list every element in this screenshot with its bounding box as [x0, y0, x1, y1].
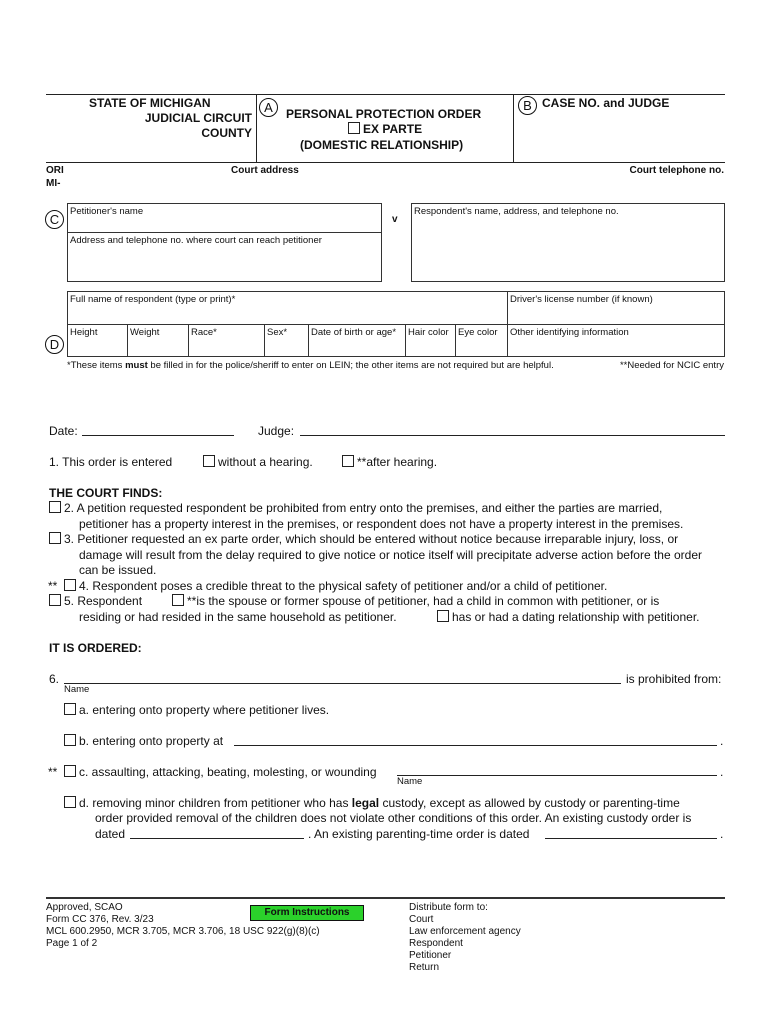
finding-5-spouse-option[interactable]: [172, 594, 659, 608]
footer-form-number: Form CC 376, Rev. 3/23: [46, 914, 154, 925]
finding-5-line2: residing or had resided in the same household as petitioner.: [79, 610, 397, 624]
race-label: Race*: [191, 327, 217, 338]
ex-parte-option[interactable]: [348, 122, 422, 136]
custody-date-field[interactable]: [130, 838, 304, 839]
finding-5-dating-option[interactable]: [437, 610, 700, 624]
footer-rule: [46, 897, 725, 899]
order-b-address-field[interactable]: [234, 745, 717, 746]
order-a-checkbox[interactable]: [64, 703, 76, 715]
lein-note: [67, 360, 554, 371]
finding-2-checkbox[interactable]: [49, 501, 61, 513]
col-divider: [308, 325, 309, 356]
order-b-checkbox[interactable]: [64, 734, 76, 746]
weight-label: Weight: [130, 327, 160, 338]
order-b-period: .: [720, 734, 724, 748]
order-d-line1-post: custody, except as allowed by custody or parenting-time: [379, 796, 680, 810]
versus: v: [392, 214, 398, 225]
finding-5[interactable]: [49, 594, 142, 608]
respondent-info-label: Respondent's name, address, and telephone no.: [414, 206, 619, 217]
finding-3-line2: damage will result from the delay required to give notice or notice itself will precipitate adverse action before the order: [79, 548, 702, 562]
col-divider: [455, 325, 456, 356]
item6-name-field[interactable]: [64, 683, 621, 684]
marker-a: A: [259, 98, 278, 117]
form-title: PERSONAL PROTECTION ORDER: [286, 107, 482, 121]
finding-5-dating-checkbox[interactable]: [437, 610, 449, 622]
ex-parte-label: EX PARTE: [363, 122, 423, 136]
court-state: STATE OF MICHIGAN: [89, 96, 211, 110]
court-county: COUNTY: [201, 126, 252, 140]
mi-label: MI-: [46, 178, 61, 189]
finding-3[interactable]: [49, 532, 678, 546]
respondent-name-row[interactable]: [67, 291, 725, 325]
col-divider: [507, 325, 508, 356]
ncic-note: **Needed for NCIC entry: [619, 360, 724, 371]
without-hearing-checkbox[interactable]: [203, 455, 215, 467]
col-divider: [264, 325, 265, 356]
col-divider: [127, 325, 128, 356]
form-instructions-button[interactable]: Form Instructions: [250, 905, 364, 921]
order-d-line1-pre: d. removing minor children from petitioner who has: [79, 796, 352, 810]
distribute-title: Distribute form to:: [409, 902, 488, 913]
judge-field[interactable]: [300, 435, 725, 436]
order-d-dated-label: dated: [95, 827, 126, 841]
distribute-return: Return: [409, 962, 440, 973]
after-hearing-checkbox[interactable]: [342, 455, 354, 467]
footer-mcl: MCL 600.2950, MCR 3.705, MCR 3.706, 18 USC 922(g)(8)(c): [46, 926, 320, 937]
full-name-label: Full name of respondent (type or print)*: [70, 294, 236, 305]
order-d-period: .: [720, 827, 724, 841]
date-field[interactable]: [82, 435, 234, 436]
marker-c: C: [45, 210, 64, 229]
order-d-checkbox[interactable]: [64, 796, 76, 808]
distribute-court: Court: [409, 914, 434, 925]
col-divider: [188, 325, 189, 356]
finding-2-line1: 2. A petition requested respondent be prohibited from entry onto the premises, and either the parties are married,: [64, 501, 663, 515]
header-divider-1: [256, 94, 257, 162]
court-phone-label: Court telephone no.: [629, 165, 724, 176]
footer-approved: Approved, SCAO: [46, 902, 123, 913]
order-b-text: b. entering onto property at: [79, 734, 224, 748]
header-top-rule: [46, 94, 725, 95]
lein-note-must: must: [125, 360, 148, 371]
item1-text: 1. This order is entered: [49, 455, 173, 469]
col-divider: [405, 325, 406, 356]
sex-label: Sex*: [267, 327, 288, 338]
order-c[interactable]: [64, 765, 377, 779]
distribute-law-enforcement: Law enforcement agency: [409, 926, 521, 937]
judge-label: Judge:: [258, 424, 295, 438]
after-hearing-label: **after hearing.: [357, 455, 438, 469]
order-c-name-label: Name: [397, 776, 423, 787]
ex-parte-checkbox[interactable]: [348, 122, 360, 134]
date-label: Date:: [49, 424, 78, 438]
finding-4[interactable]: [64, 579, 607, 593]
finding-4-checkbox[interactable]: [64, 579, 76, 591]
finding-3-line1: 3. Petitioner requested an ex parte order, which should be entered without notice because irreparable injury, loss, or: [64, 532, 679, 546]
order-d-legal: legal: [351, 796, 380, 810]
other-info-label: Other identifying information: [510, 327, 629, 338]
finding-3-line3: can be issued.: [79, 563, 157, 577]
item6-name-label: Name: [64, 684, 90, 695]
finding-5-checkbox[interactable]: [49, 594, 61, 606]
court-finds-heading: THE COURT FINDS:: [49, 486, 163, 500]
finding-5-label: 5. Respondent: [64, 594, 143, 608]
after-hearing-option[interactable]: [342, 455, 437, 469]
order-d-line2: order provided removal of the children does not violate other conditions of this order. An existing custody order is: [95, 811, 692, 825]
footer-page: Page 1 of 2: [46, 938, 98, 949]
marker-d: D: [45, 335, 64, 354]
petitioner-address-label: Address and telephone no. where court can reach petitioner: [70, 235, 322, 246]
finding-4-prefix: **: [48, 579, 58, 593]
order-c-text: c. assaulting, attacking, beating, molesting, or wounding: [79, 765, 377, 779]
case-no-label: CASE NO. and JUDGE: [542, 96, 670, 110]
lein-note-prefix: *These items: [67, 360, 126, 371]
parenting-date-field[interactable]: [545, 838, 717, 839]
distribute-petitioner: Petitioner: [409, 950, 452, 961]
order-c-checkbox[interactable]: [64, 765, 76, 777]
order-c-prefix: **: [48, 765, 58, 779]
ordered-heading: IT IS ORDERED:: [49, 641, 142, 655]
without-hearing-label: without a hearing.: [218, 455, 313, 469]
eye-label: Eye color: [458, 327, 498, 338]
finding-5-spouse-text: **is the spouse or former spouse of petitioner, had a child in common with petitioner, or is: [187, 594, 660, 608]
finding-2-line2: petitioner has a property interest in the premises, or respondent does not have a property interest in the premises.: [79, 517, 684, 531]
order-d[interactable]: [64, 796, 680, 810]
header-bottom-rule: [46, 162, 725, 163]
finding-4-text: 4. Respondent poses a credible threat to the physical safety of petitioner and/or a child of petitioner.: [79, 579, 608, 593]
finding-5-spouse-checkbox[interactable]: [172, 594, 184, 606]
lein-note-suffix: be filled in for the police/sheriff to enter on LEIN; the other items are not required but are helpful.: [147, 360, 554, 371]
respondent-details-row[interactable]: [67, 324, 725, 357]
court-address-label: Court address: [231, 165, 299, 176]
header-divider-2: [513, 94, 514, 162]
finding-2[interactable]: [49, 501, 662, 515]
prohibited-from: is prohibited from:: [626, 672, 722, 686]
height-label: Height: [70, 327, 98, 338]
marker-b: B: [518, 96, 537, 115]
respondent-info-box[interactable]: [411, 203, 725, 282]
hair-label: Hair color: [408, 327, 449, 338]
finding-3-checkbox[interactable]: [49, 532, 61, 544]
finding-5-dating-text: has or had a dating relationship with petitioner.: [452, 610, 700, 624]
ori-label: ORI: [46, 165, 64, 176]
order-a[interactable]: [64, 703, 329, 717]
dl-divider: [507, 292, 508, 324]
order-c-period: .: [720, 765, 724, 779]
order-d-line3: . An existing parenting-time order is dated: [308, 827, 530, 841]
court-circuit: JUDICIAL CIRCUIT: [144, 111, 252, 125]
without-hearing-option[interactable]: [203, 455, 313, 469]
petitioner-name-label: Petitioner's name: [70, 206, 144, 217]
order-c-name-field[interactable]: [397, 775, 717, 776]
order-b[interactable]: [64, 734, 223, 748]
distribute-respondent: Respondent: [409, 938, 463, 949]
form-subtitle: (DOMESTIC RELATIONSHIP): [300, 138, 464, 152]
dob-label: Date of birth or age*: [311, 327, 397, 338]
item6-number: 6.: [49, 672, 60, 686]
drivers-license-label: Driver's license number (if known): [510, 294, 653, 305]
order-a-text: a. entering onto property where petitioner lives.: [79, 703, 330, 717]
petitioner-box[interactable]: [67, 203, 382, 282]
petitioner-divider: [68, 232, 381, 233]
